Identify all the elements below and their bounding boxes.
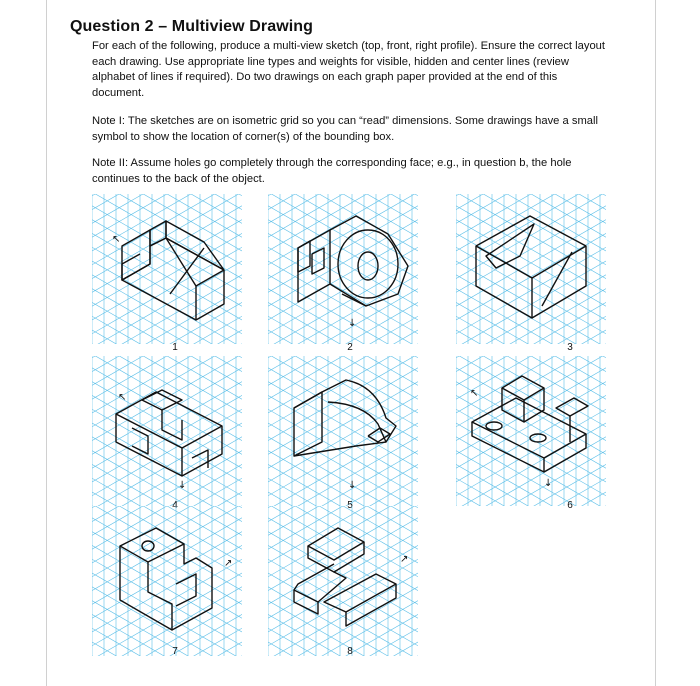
figure-label: 2 bbox=[347, 342, 353, 353]
page-title: Question 2 – Multiview Drawing bbox=[70, 18, 314, 35]
svg-text:↖: ↖ bbox=[470, 388, 479, 399]
svg-text:↓: ↓ bbox=[178, 480, 187, 491]
figure-label: 5 bbox=[347, 500, 353, 511]
figure-6 bbox=[456, 356, 606, 506]
figure-3 bbox=[456, 194, 606, 344]
isometric-sketch-icon bbox=[268, 356, 418, 506]
note-one-paragraph: Note I: The sketches are on isometric grid so you can “read” dimensions. Some drawings have a small symbol to show the location of corner(s) of the bounding box. bbox=[92, 115, 598, 143]
svg-text:↓: ↓ bbox=[544, 478, 553, 489]
note-two-paragraph: Note II: Assume holes go completely through the corresponding face; e.g., in question b, the hole continues to the back of the object. bbox=[92, 157, 572, 185]
figure-label: 7 bbox=[172, 646, 178, 657]
isometric-sketch-icon bbox=[92, 356, 242, 506]
svg-text:↗: ↗ bbox=[400, 554, 409, 565]
isometric-sketch-icon bbox=[92, 506, 242, 656]
page-edge-left bbox=[46, 0, 47, 686]
figure-label: 3 bbox=[567, 342, 573, 353]
figure-1 bbox=[92, 194, 242, 344]
isometric-sketch-icon bbox=[456, 356, 606, 506]
svg-text:↓: ↓ bbox=[348, 480, 357, 491]
isometric-sketch-icon bbox=[268, 506, 418, 656]
instructions-paragraph: For each of the following, produce a multi-view sketch (top, front, right profile). Ensure the correct layout each drawing. Use appropriate line types and weights for visible, hidden and center lines (review alphabet of lines if required). Do two drawings on each graph paper provided at the end of this document. bbox=[92, 40, 605, 99]
figure-5 bbox=[268, 356, 418, 506]
svg-text:↖: ↖ bbox=[118, 392, 127, 403]
svg-text:↓: ↓ bbox=[348, 318, 357, 329]
page-edge-right bbox=[655, 0, 656, 686]
svg-text:↗: ↗ bbox=[224, 558, 233, 569]
figure-7 bbox=[92, 506, 242, 656]
figure-2 bbox=[268, 194, 418, 344]
figure-8 bbox=[268, 506, 418, 656]
figure-label: 8 bbox=[347, 646, 353, 657]
isometric-sketch-icon bbox=[92, 194, 242, 344]
figure-label: 6 bbox=[567, 500, 573, 511]
svg-text:↖: ↖ bbox=[112, 234, 121, 245]
figure-label: 1 bbox=[172, 342, 178, 353]
figure-4 bbox=[92, 356, 242, 506]
figure-label: 4 bbox=[172, 500, 178, 511]
isometric-sketch-icon bbox=[268, 194, 418, 344]
isometric-sketch-icon bbox=[456, 194, 606, 344]
